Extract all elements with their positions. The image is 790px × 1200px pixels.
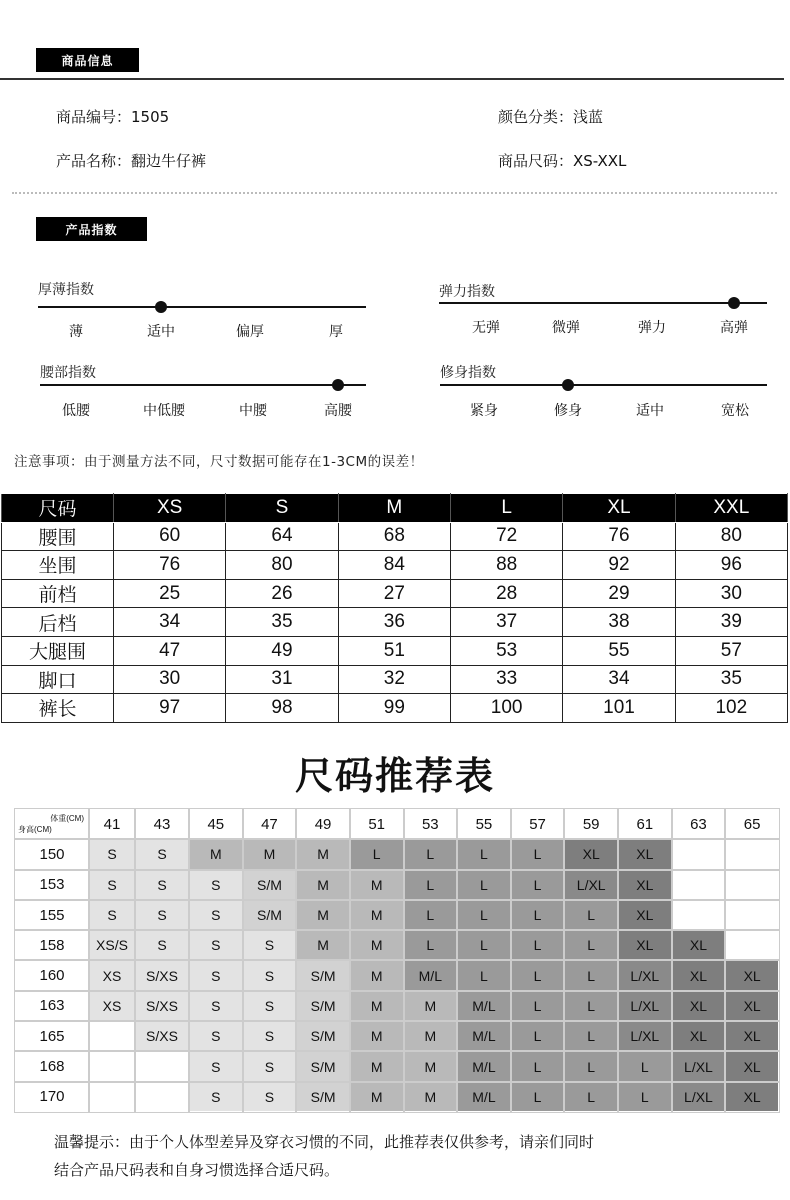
- size-cell: M: [404, 991, 458, 1021]
- waist-index: [40, 362, 366, 419]
- size-cell: S/M: [296, 991, 350, 1021]
- scale-label: 薄: [69, 324, 83, 340]
- table-row: [2, 636, 788, 665]
- size-cell: S: [89, 839, 135, 869]
- size-cell: S: [135, 839, 189, 869]
- size-cell: S: [189, 930, 243, 960]
- table-row: [15, 930, 779, 960]
- recommendation-title: 尺码推荐表: [294, 754, 495, 798]
- size-cell: S/XS: [135, 960, 189, 990]
- size-cell: XL: [725, 991, 779, 1021]
- size-cell: M: [404, 1021, 458, 1051]
- size-cell: L: [457, 900, 511, 930]
- table-cell: 84: [338, 551, 450, 580]
- scale-label: 高腰: [324, 403, 352, 419]
- table-cell: 30: [114, 665, 226, 694]
- size-cell: M/L: [404, 960, 458, 990]
- weight-header: 41: [89, 809, 135, 839]
- height-label: 170: [15, 1082, 89, 1112]
- size-cell: S: [189, 1051, 243, 1081]
- size-cell: L: [511, 1051, 565, 1081]
- size-cell: XL: [672, 1021, 726, 1051]
- size-cell: [135, 1082, 189, 1112]
- size-cell: [725, 839, 779, 869]
- size-cell: S/XS: [135, 991, 189, 1021]
- color-category: 颜色分类：浅蓝: [498, 108, 604, 126]
- size-cell: [672, 900, 726, 930]
- size-cell: M: [243, 839, 297, 869]
- size-cell: M: [350, 930, 404, 960]
- table-row: [15, 1082, 779, 1112]
- scale-label: 厚: [329, 324, 343, 340]
- size-cell: L: [511, 900, 565, 930]
- size-cell: L: [511, 960, 565, 990]
- weight-header: 61: [618, 809, 672, 839]
- product-name: 产品名称：翻边牛仔裤: [56, 152, 207, 170]
- table-cell: 32: [338, 665, 450, 694]
- size-cell: [725, 930, 779, 960]
- size-cell: M: [350, 960, 404, 990]
- table-row: [2, 579, 788, 608]
- size-cell: M: [350, 1082, 404, 1112]
- size-cell: L/XL: [618, 960, 672, 990]
- size-cell: L: [404, 900, 458, 930]
- size-cell: L/XL: [618, 1021, 672, 1051]
- size-cell: XL: [618, 930, 672, 960]
- size-cell: L: [404, 930, 458, 960]
- size-cell: XL: [725, 1082, 779, 1112]
- scale-indicator-dot: [728, 297, 740, 309]
- height-label: 153: [15, 870, 89, 900]
- weight-header: 53: [404, 809, 458, 839]
- size-cell: S: [243, 930, 297, 960]
- size-cell: XL: [618, 900, 672, 930]
- size-cell: [135, 1051, 189, 1081]
- size-cell: L: [564, 960, 618, 990]
- scale-label: 高弹: [720, 320, 748, 336]
- weight-header: 55: [457, 809, 511, 839]
- table-cell: 49: [226, 636, 338, 665]
- size-cell: XL: [618, 839, 672, 869]
- header-cell: XXL: [675, 494, 787, 523]
- size-cell: [672, 839, 726, 869]
- size-cell: S: [189, 870, 243, 900]
- size-cell: S/M: [243, 900, 297, 930]
- size-cell: S/XS: [135, 1021, 189, 1051]
- size-cell: S: [243, 1021, 297, 1051]
- measurement-notice: 注意事项：由于测量方法不同，尺寸数据可能存在1-3CM的误差！: [14, 454, 424, 470]
- height-unit-label: 身高(CM): [18, 825, 52, 835]
- thickness-index: [38, 279, 366, 340]
- table-cell: 80: [675, 522, 787, 551]
- scale-label: 适中: [147, 324, 175, 340]
- table-cell: 60: [114, 522, 226, 551]
- size-cell: S/M: [296, 960, 350, 990]
- size-cell: M/L: [457, 1082, 511, 1112]
- header-cell: 尺码: [2, 494, 114, 523]
- size-cell: S: [89, 870, 135, 900]
- size-cell: S: [243, 991, 297, 1021]
- table-cell: 47: [114, 636, 226, 665]
- size-cell: S: [89, 900, 135, 930]
- size-cell: M: [404, 1051, 458, 1081]
- tip-line: 结合产品尺码表和自身习惯选择合适尺码。: [54, 1161, 340, 1179]
- size-cell: S/M: [243, 870, 297, 900]
- size-cell: M: [350, 870, 404, 900]
- height-label: 165: [15, 1021, 89, 1051]
- height-label: 158: [15, 930, 89, 960]
- scale-label: 弹力: [638, 320, 666, 336]
- scale-bar: [439, 302, 767, 304]
- scale-title: 厚薄指数: [38, 282, 94, 298]
- size-cell: M: [296, 930, 350, 960]
- size-cell: S: [243, 960, 297, 990]
- table-row: [15, 900, 779, 930]
- size-cell: XS: [89, 991, 135, 1021]
- table-cell: 39: [675, 608, 787, 637]
- size-cell: M: [404, 1082, 458, 1112]
- section-tag-product-info: 商品信息: [36, 48, 139, 72]
- table-cell: 25: [114, 579, 226, 608]
- size-cell: L: [564, 1082, 618, 1112]
- scale-label: 微弹: [552, 320, 580, 336]
- table-cell: 26: [226, 579, 338, 608]
- weight-header: 49: [296, 809, 350, 839]
- table-cell: 29: [563, 579, 675, 608]
- table-row: [15, 1021, 779, 1051]
- size-cell: L: [511, 1082, 565, 1112]
- weight-header: 45: [189, 809, 243, 839]
- size-cell: L/XL: [618, 991, 672, 1021]
- table-cell: 37: [450, 608, 562, 637]
- dotted-divider: [12, 192, 777, 194]
- scale-indicator-dot: [332, 379, 344, 391]
- corner-cell: [15, 809, 89, 839]
- scale-bar: [40, 384, 366, 386]
- height-label: 160: [15, 960, 89, 990]
- scale-indicator-dot: [155, 301, 167, 313]
- size-cell: M/L: [457, 1051, 511, 1081]
- size-cell: [89, 1082, 135, 1112]
- table-cell: 31: [226, 665, 338, 694]
- size-cell: S: [189, 991, 243, 1021]
- header-cell: L: [450, 494, 562, 523]
- size-cell: L: [457, 839, 511, 869]
- size-cell: L: [350, 839, 404, 869]
- size-cell: L: [564, 900, 618, 930]
- table-row: [2, 608, 788, 637]
- table-cell: 99: [338, 694, 450, 723]
- height-label: 163: [15, 991, 89, 1021]
- table-cell: 57: [675, 636, 787, 665]
- table-cell: 80: [226, 551, 338, 580]
- size-cell: L: [511, 1021, 565, 1051]
- elasticity-index: [439, 281, 767, 336]
- size-cell: M: [189, 839, 243, 869]
- size-table-header: [2, 494, 788, 523]
- size-cell: L/XL: [672, 1082, 726, 1112]
- table-cell: 35: [675, 665, 787, 694]
- size-cell: L: [564, 1021, 618, 1051]
- weight-unit-label: 体重(CM): [50, 814, 84, 823]
- size-cell: S: [189, 1021, 243, 1051]
- size-cell: S: [243, 1051, 297, 1081]
- table-cell: 101: [563, 694, 675, 723]
- size-cell: S: [135, 870, 189, 900]
- table-row: [15, 1051, 779, 1081]
- size-cell: M: [350, 1051, 404, 1081]
- weight-header: 65: [725, 809, 779, 839]
- row-label: 坐围: [2, 551, 114, 580]
- item-number: 商品编号：1505: [56, 108, 170, 126]
- size-cell: M: [296, 839, 350, 869]
- scale-label: 适中: [636, 403, 664, 419]
- table-row: [15, 870, 779, 900]
- weight-header: 63: [672, 809, 726, 839]
- table-cell: 36: [338, 608, 450, 637]
- size-cell: [89, 1051, 135, 1081]
- size-cell: M: [350, 991, 404, 1021]
- table-row: [15, 960, 779, 990]
- weight-header: 43: [135, 809, 189, 839]
- header-cell: S: [226, 494, 338, 523]
- size-cell: L: [564, 991, 618, 1021]
- table-row: [2, 665, 788, 694]
- size-cell: S/M: [296, 1051, 350, 1081]
- size-cell: [725, 900, 779, 930]
- table-cell: 97: [114, 694, 226, 723]
- size-cell: M: [296, 900, 350, 930]
- weight-header-row: [15, 809, 779, 839]
- size-cell: M: [350, 1021, 404, 1051]
- table-cell: 38: [563, 608, 675, 637]
- size-cell: S: [189, 900, 243, 930]
- size-cell: M: [296, 870, 350, 900]
- size-cell: L: [618, 1051, 672, 1081]
- weight-header: 47: [243, 809, 297, 839]
- table-cell: 35: [226, 608, 338, 637]
- table-cell: 53: [450, 636, 562, 665]
- table-cell: 34: [563, 665, 675, 694]
- table-cell: 30: [675, 579, 787, 608]
- size-cell: M: [350, 900, 404, 930]
- slim-index: [440, 362, 767, 419]
- size-cell: L: [511, 991, 565, 1021]
- scale-label: 中低腰: [143, 403, 185, 419]
- table-cell: 28: [450, 579, 562, 608]
- size-cell: S: [135, 900, 189, 930]
- size-cell: M/L: [457, 991, 511, 1021]
- scale-label: 偏厚: [236, 324, 264, 340]
- table-row: [15, 991, 779, 1021]
- table-cell: 98: [226, 694, 338, 723]
- size-cell: L: [511, 839, 565, 869]
- table-row: [15, 839, 779, 869]
- table-cell: 33: [450, 665, 562, 694]
- size-cell: L: [564, 930, 618, 960]
- size-cell: L: [511, 930, 565, 960]
- size-cell: XL: [725, 960, 779, 990]
- size-cell: M/L: [457, 1021, 511, 1051]
- tip-line: 温馨提示：由于个人体型差异及穿衣习惯的不同，此推荐表仅供参考，请亲们同时: [54, 1133, 595, 1151]
- table-cell: 72: [450, 522, 562, 551]
- table-cell: 100: [450, 694, 562, 723]
- size-cell: S: [189, 1082, 243, 1112]
- size-cell: XL: [672, 960, 726, 990]
- scale-bar: [38, 306, 366, 308]
- scale-title: 弹力指数: [439, 284, 495, 300]
- table-cell: 88: [450, 551, 562, 580]
- scale-title: 腰部指数: [40, 365, 96, 381]
- scale-label: 中腰: [239, 403, 267, 419]
- scale-label: 修身: [554, 403, 582, 419]
- table-cell: 27: [338, 579, 450, 608]
- size-cell: L/XL: [672, 1051, 726, 1081]
- table-cell: 102: [675, 694, 787, 723]
- table-cell: 34: [114, 608, 226, 637]
- size-cell: XL: [725, 1021, 779, 1051]
- size-cell: XL: [618, 870, 672, 900]
- height-label: 155: [15, 900, 89, 930]
- size-cell: L: [457, 930, 511, 960]
- product-size: 商品尺码：XS-XXL: [498, 152, 627, 170]
- table-row: [2, 522, 788, 551]
- row-label: 前档: [2, 579, 114, 608]
- size-cell: S: [189, 960, 243, 990]
- size-cell: [672, 870, 726, 900]
- size-cell: XL: [725, 1051, 779, 1081]
- scale-label: 紧身: [470, 403, 498, 419]
- table-cell: 51: [338, 636, 450, 665]
- scale-label: 低腰: [62, 403, 90, 419]
- scale-bar: [440, 384, 767, 386]
- scale-label: 无弹: [472, 320, 500, 336]
- table-row: [2, 551, 788, 580]
- table-cell: 76: [114, 551, 226, 580]
- weight-header: 59: [564, 809, 618, 839]
- row-label: 裤长: [2, 694, 114, 723]
- size-cell: S: [243, 1082, 297, 1112]
- height-label: 168: [15, 1051, 89, 1081]
- header-cell: XL: [563, 494, 675, 523]
- table-cell: 68: [338, 522, 450, 551]
- size-recommendation-table: [14, 808, 780, 1113]
- header-cell: XS: [114, 494, 226, 523]
- size-cell: S/M: [296, 1021, 350, 1051]
- size-cell: XS: [89, 960, 135, 990]
- table-cell: 64: [226, 522, 338, 551]
- size-cell: L: [457, 870, 511, 900]
- size-cell: [725, 870, 779, 900]
- size-cell: L: [404, 870, 458, 900]
- scale-indicator-dot: [562, 379, 574, 391]
- size-cell: [89, 1021, 135, 1051]
- scale-title: 修身指数: [440, 365, 496, 381]
- size-cell: L/XL: [564, 870, 618, 900]
- size-cell: L: [404, 839, 458, 869]
- size-cell: L: [511, 870, 565, 900]
- table-cell: 76: [563, 522, 675, 551]
- size-cell: XL: [672, 991, 726, 1021]
- scale-label: 宽松: [721, 403, 749, 419]
- height-label: 150: [15, 839, 89, 869]
- warm-tip: [54, 1128, 754, 1184]
- size-cell: L: [618, 1082, 672, 1112]
- table-cell: 96: [675, 551, 787, 580]
- size-cell: XL: [672, 930, 726, 960]
- row-label: 脚口: [2, 665, 114, 694]
- table-cell: 92: [563, 551, 675, 580]
- table-row: [2, 694, 788, 723]
- size-cell: L: [564, 1051, 618, 1081]
- divider: [0, 78, 784, 80]
- header-cell: M: [338, 494, 450, 523]
- size-cell: S: [135, 930, 189, 960]
- size-cell: XS/S: [89, 930, 135, 960]
- row-label: 腰围: [2, 522, 114, 551]
- section-tag-product-index: 产品指数: [36, 217, 147, 241]
- weight-header: 57: [511, 809, 565, 839]
- size-cell: S/M: [296, 1082, 350, 1112]
- size-cell: L: [457, 960, 511, 990]
- size-cell: XL: [564, 839, 618, 869]
- weight-header: 51: [350, 809, 404, 839]
- size-table: [1, 493, 788, 723]
- row-label: 大腿围: [2, 636, 114, 665]
- table-cell: 55: [563, 636, 675, 665]
- row-label: 后档: [2, 608, 114, 637]
